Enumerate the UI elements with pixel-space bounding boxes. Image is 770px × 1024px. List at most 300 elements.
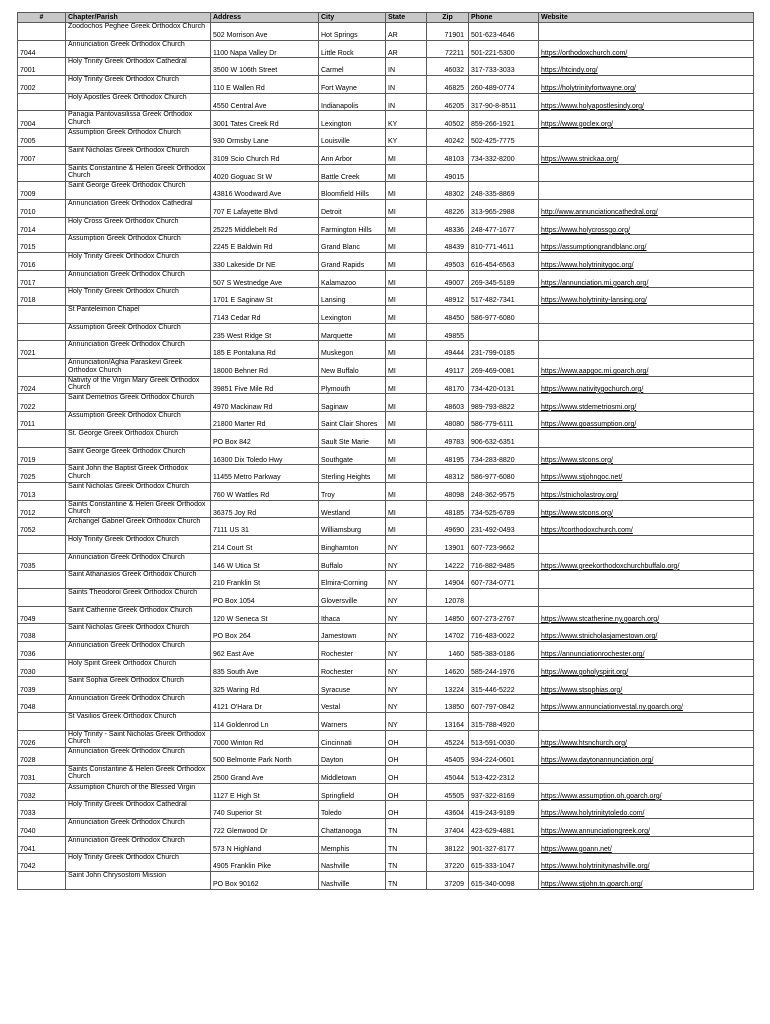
cell-address: 114 Goldenrod Ln <box>211 712 319 730</box>
cell-city: Louisville <box>319 129 386 147</box>
table-row <box>18 872 754 890</box>
website-link[interactable]: https://www.annunciationvestal.ny.goarch.org/ <box>539 695 754 713</box>
cell-website <box>539 306 754 324</box>
website-link[interactable]: https://www.annunciationgreek.org/ <box>539 818 754 836</box>
table-row <box>18 394 754 412</box>
cell-city: Troy <box>319 482 386 500</box>
cell-city: Memphis <box>319 836 386 854</box>
cell-number: 7002 <box>18 76 66 94</box>
cell-chapter-parish: Nativity of the Virgin Mary Greek Orthodox Church <box>66 376 211 394</box>
cell-zip: 37209 <box>427 872 469 890</box>
table-row <box>18 765 754 783</box>
cell-chapter-parish: Saint John the Baptist Greek Orthodox Church <box>66 465 211 483</box>
cell-chapter-parish: Archangel Gabriel Greek Orthodox Church <box>66 518 211 536</box>
cell-zip: 49783 <box>427 429 469 447</box>
header-phone: Phone <box>469 13 539 23</box>
cell-zip: 14620 <box>427 659 469 677</box>
cell-zip: 48450 <box>427 306 469 324</box>
cell-address: 3109 Scio Church Rd <box>211 146 319 164</box>
website-link[interactable]: https://www.daytonannunciation.org/ <box>539 748 754 766</box>
table-row <box>18 111 754 129</box>
cell-city: Lansing <box>319 288 386 306</box>
cell-address: 962 East Ave <box>211 642 319 660</box>
cell-website <box>539 589 754 607</box>
cell-state: OH <box>386 783 427 801</box>
cell-address: 43816 Woodward Ave <box>211 182 319 200</box>
cell-chapter-parish: Annunciation Greek Orthodox Church <box>66 270 211 288</box>
cell-city: Toledo <box>319 801 386 819</box>
website-link[interactable]: https://www.stnicholasjamestown.org/ <box>539 624 754 642</box>
cell-phone: 901-327-8177 <box>469 836 539 854</box>
cell-city: Cincinnati <box>319 730 386 748</box>
cell-chapter-parish: St Vasilios Greek Orthodox Church <box>66 712 211 730</box>
cell-phone: 734-420-0131 <box>469 376 539 394</box>
cell-address: 7143 Cedar Rd <box>211 306 319 324</box>
cell-address: 2500 Grand Ave <box>211 765 319 783</box>
cell-state: MI <box>386 252 427 270</box>
cell-number: 7052 <box>18 518 66 536</box>
table-row <box>18 606 754 624</box>
cell-chapter-parish: Holy Apostles Greek Orthodox Church <box>66 93 211 111</box>
cell-number: 7005 <box>18 129 66 147</box>
cell-phone: 513-591-0030 <box>469 730 539 748</box>
cell-zip: 43604 <box>427 801 469 819</box>
cell-city: New Buffalo <box>319 359 386 377</box>
cell-zip: 45044 <box>427 765 469 783</box>
cell-number: 7018 <box>18 288 66 306</box>
parish-directory-sheet <box>17 12 754 890</box>
table-row <box>18 93 754 111</box>
table-row <box>18 270 754 288</box>
cell-address: 210 Franklin St <box>211 571 319 589</box>
cell-phone: 734-332-8200 <box>469 146 539 164</box>
cell-number: 7042 <box>18 854 66 872</box>
cell-zip: 48103 <box>427 146 469 164</box>
table-row <box>18 429 754 447</box>
table-row <box>18 23 754 41</box>
cell-address: 4905 Franklin Pike <box>211 854 319 872</box>
cell-phone: 315-788-4920 <box>469 712 539 730</box>
cell-zip: 14702 <box>427 624 469 642</box>
website-link[interactable]: https://annunciation.mi.goarch.org/ <box>539 270 754 288</box>
cell-state: MI <box>386 182 427 200</box>
table-row <box>18 518 754 536</box>
cell-website <box>539 129 754 147</box>
website-link[interactable]: https://www.greekorthodoxchurchbuffalo.org/ <box>539 553 754 571</box>
cell-phone: 734-525-6789 <box>469 500 539 518</box>
cell-phone: 810-771-4611 <box>469 235 539 253</box>
website-link[interactable]: https://www.aapgoc.mi.goarch.org/ <box>539 359 754 377</box>
cell-website <box>539 765 754 783</box>
website-link[interactable]: https://www.stcons.org/ <box>539 500 754 518</box>
cell-city: Ithaca <box>319 606 386 624</box>
cell-zip: 13224 <box>427 677 469 695</box>
cell-chapter-parish: Holy Trinity Greek Orthodox Church <box>66 76 211 94</box>
table-row <box>18 40 754 58</box>
cell-chapter-parish: Saint John Chrysostom Mission <box>66 872 211 890</box>
website-link[interactable]: https://www.stcatherine.ny.goarch.org/ <box>539 606 754 624</box>
website-link[interactable]: https://assumptiongrandblanc.org/ <box>539 235 754 253</box>
cell-address: 835 South Ave <box>211 659 319 677</box>
cell-number: 7024 <box>18 376 66 394</box>
cell-chapter-parish: Saints Constantine & Helen Greek Orthodox Church <box>66 164 211 182</box>
cell-chapter-parish: Saints Theodoroi Greek Orthodox Church <box>66 589 211 607</box>
cell-zip: 12078 <box>427 589 469 607</box>
cell-address: 3500 W 106th Street <box>211 58 319 76</box>
cell-phone: 317-733-3033 <box>469 58 539 76</box>
table-row <box>18 553 754 571</box>
table-row <box>18 642 754 660</box>
cell-state: MI <box>386 376 427 394</box>
website-link[interactable]: https://www.stjohn.tn.goarch.org/ <box>539 872 754 890</box>
cell-zip: 14904 <box>427 571 469 589</box>
cell-state: OH <box>386 801 427 819</box>
website-link[interactable]: https://www.stcons.org/ <box>539 447 754 465</box>
cell-city: Nashville <box>319 872 386 890</box>
cell-phone: 260-489-0774 <box>469 76 539 94</box>
cell-number: 7039 <box>18 677 66 695</box>
website-link[interactable]: https://stnicholastroy.org/ <box>539 482 754 500</box>
cell-state: NY <box>386 589 427 607</box>
cell-state: MI <box>386 500 427 518</box>
cell-chapter-parish: Annunciation Greek Orthodox Church <box>66 341 211 359</box>
cell-number: 7028 <box>18 748 66 766</box>
cell-website <box>539 323 754 341</box>
cell-number: 7038 <box>18 624 66 642</box>
cell-address: PO Box 1054 <box>211 589 319 607</box>
cell-city: Detroit <box>319 199 386 217</box>
cell-state: KY <box>386 111 427 129</box>
table-row <box>18 818 754 836</box>
website-link[interactable]: https://www.stjohngoc.net/ <box>539 465 754 483</box>
cell-number: 7016 <box>18 252 66 270</box>
cell-chapter-parish: Annunciation Greek Orthodox Cathedral <box>66 199 211 217</box>
website-link[interactable]: http://www.annunciationcathedral.org/ <box>539 199 754 217</box>
cell-phone: 585-244-1976 <box>469 659 539 677</box>
cell-state: MI <box>386 288 427 306</box>
website-link[interactable]: https://www.htsnchurch.org/ <box>539 730 754 748</box>
cell-state: NY <box>386 642 427 660</box>
table-row <box>18 359 754 377</box>
cell-phone <box>469 589 539 607</box>
cell-zip: 48170 <box>427 376 469 394</box>
cell-website <box>539 182 754 200</box>
cell-state: AR <box>386 40 427 58</box>
cell-chapter-parish: Annunciation Greek Orthodox Church <box>66 642 211 660</box>
cell-state: NY <box>386 606 427 624</box>
cell-phone: 586-977-6080 <box>469 306 539 324</box>
cell-website <box>539 571 754 589</box>
table-row <box>18 465 754 483</box>
table-row <box>18 801 754 819</box>
cell-zip: 71901 <box>427 23 469 41</box>
cell-website <box>539 164 754 182</box>
cell-city: Springfield <box>319 783 386 801</box>
cell-zip: 48336 <box>427 217 469 235</box>
website-link[interactable]: https://www.holytrinity-lansing.org/ <box>539 288 754 306</box>
cell-number: 7022 <box>18 394 66 412</box>
cell-chapter-parish: Saint Nicholas Greek Orthodox Church <box>66 624 211 642</box>
cell-phone: 513-422-2312 <box>469 765 539 783</box>
table-row <box>18 146 754 164</box>
cell-city: Indianapolis <box>319 93 386 111</box>
cell-address: 500 Belmonte Park North <box>211 748 319 766</box>
website-link[interactable]: https://www.holytrinitygoc.org/ <box>539 252 754 270</box>
website-link[interactable]: https://www.holytrinitytoledo.com/ <box>539 801 754 819</box>
cell-state: TN <box>386 818 427 836</box>
website-link[interactable]: https://orthodoxchurch.com/ <box>539 40 754 58</box>
cell-state: MI <box>386 146 427 164</box>
cell-address: 325 Waring Rd <box>211 677 319 695</box>
cell-phone: 586-977-6080 <box>469 465 539 483</box>
table-row <box>18 677 754 695</box>
website-link[interactable]: https://www.goassumption.org/ <box>539 412 754 430</box>
cell-address: 760 W Wattles Rd <box>211 482 319 500</box>
parish-directory-table <box>17 12 754 890</box>
cell-address: 1701 E Saginaw St <box>211 288 319 306</box>
cell-address: 1127 E High St <box>211 783 319 801</box>
cell-number <box>18 589 66 607</box>
website-link[interactable]: https://www.holyapostlesindy.org/ <box>539 93 754 111</box>
cell-zip: 48603 <box>427 394 469 412</box>
cell-chapter-parish: Saint George Greek Orthodox Church <box>66 182 211 200</box>
cell-number: 7010 <box>18 199 66 217</box>
cell-address: 4550 Central Ave <box>211 93 319 111</box>
cell-chapter-parish: Holy Trinity Greek Orthodox Church <box>66 288 211 306</box>
website-link[interactable]: https://www.goclex.org/ <box>539 111 754 129</box>
cell-zip: 72211 <box>427 40 469 58</box>
cell-zip: 40242 <box>427 129 469 147</box>
cell-phone: 607-723-9662 <box>469 535 539 553</box>
cell-zip: 13901 <box>427 535 469 553</box>
cell-zip: 49690 <box>427 518 469 536</box>
cell-zip: 49015 <box>427 164 469 182</box>
cell-phone: 859-266-1921 <box>469 111 539 129</box>
cell-phone <box>469 323 539 341</box>
cell-website <box>539 341 754 359</box>
cell-chapter-parish: Saint Sophia Greek Orthodox Church <box>66 677 211 695</box>
cell-city: Nashville <box>319 854 386 872</box>
website-link[interactable]: https://www.holytrinitynashville.org/ <box>539 854 754 872</box>
website-link[interactable]: https://htcindy.org/ <box>539 58 754 76</box>
cell-chapter-parish: Saint Catherine Greek Orthodox Church <box>66 606 211 624</box>
cell-state: MI <box>386 306 427 324</box>
cell-address: 25225 Middlebelt Rd <box>211 217 319 235</box>
website-link[interactable]: https://holytrinityfortwayne.org/ <box>539 76 754 94</box>
cell-chapter-parish: Annunciation Greek Orthodox Church <box>66 695 211 713</box>
cell-city: Buffalo <box>319 553 386 571</box>
cell-state: MI <box>386 412 427 430</box>
cell-chapter-parish: Holy Spirit Greek Orthodox Church <box>66 659 211 677</box>
website-link[interactable]: https://annunciationrochester.org/ <box>539 642 754 660</box>
cell-phone: 231-799-0185 <box>469 341 539 359</box>
cell-number: 7033 <box>18 801 66 819</box>
cell-address: 722 Glenwood Dr <box>211 818 319 836</box>
cell-state: NY <box>386 677 427 695</box>
cell-phone: 502-425-7775 <box>469 129 539 147</box>
website-link[interactable]: https://www.stsophias.org/ <box>539 677 754 695</box>
header-city: City <box>319 13 386 23</box>
table-row <box>18 624 754 642</box>
cell-chapter-parish: Saint Nicholas Greek Orthodox Church <box>66 146 211 164</box>
header-number: # <box>18 13 66 23</box>
cell-zip: 48302 <box>427 182 469 200</box>
cell-zip: 40502 <box>427 111 469 129</box>
cell-number: 7021 <box>18 341 66 359</box>
cell-state: MI <box>386 217 427 235</box>
cell-number: 7040 <box>18 818 66 836</box>
cell-phone: 906-632-6351 <box>469 429 539 447</box>
cell-city: Rochester <box>319 659 386 677</box>
table-row <box>18 836 754 854</box>
cell-number <box>18 359 66 377</box>
cell-chapter-parish: St. George Greek Orthodox Church <box>66 429 211 447</box>
cell-chapter-parish: Assumption Greek Orthodox Church <box>66 412 211 430</box>
cell-number: 7049 <box>18 606 66 624</box>
cell-number: 7009 <box>18 182 66 200</box>
cell-chapter-parish: Annunciation Greek Orthodox Church <box>66 836 211 854</box>
cell-number <box>18 164 66 182</box>
cell-city: Sterling Heights <box>319 465 386 483</box>
cell-address: 235 West Ridge St <box>211 323 319 341</box>
cell-chapter-parish: Holy Trinity - Saint Nicholas Greek Orthodox Church <box>66 730 211 748</box>
cell-city: Saint Clair Shores <box>319 412 386 430</box>
cell-address: 930 Ormsby Lane <box>211 129 319 147</box>
website-link[interactable]: https://www.goann.net/ <box>539 836 754 854</box>
website-link[interactable]: https://www.nativitygochurch.org/ <box>539 376 754 394</box>
cell-city: Gloversville <box>319 589 386 607</box>
cell-chapter-parish: Saints Constantine & Helen Greek Orthodox Church <box>66 500 211 518</box>
cell-city: Southgate <box>319 447 386 465</box>
website-link[interactable]: https://www.stdemetriosmi.org/ <box>539 394 754 412</box>
website-link[interactable]: https://www.stnickaa.org/ <box>539 146 754 164</box>
cell-zip: 49444 <box>427 341 469 359</box>
cell-zip: 49007 <box>427 270 469 288</box>
cell-state: MI <box>386 465 427 483</box>
cell-zip: 48098 <box>427 482 469 500</box>
cell-address: 502 Morrison Ave <box>211 23 319 41</box>
cell-number: 7014 <box>18 217 66 235</box>
cell-state: AR <box>386 23 427 41</box>
cell-website <box>539 23 754 41</box>
cell-address: 573 N Highland <box>211 836 319 854</box>
cell-state: MI <box>386 270 427 288</box>
cell-phone: 517-482-7341 <box>469 288 539 306</box>
table-row <box>18 217 754 235</box>
cell-address: PO Box 842 <box>211 429 319 447</box>
cell-state: MI <box>386 518 427 536</box>
header-address: Address <box>211 13 319 23</box>
cell-address: 21800 Marter Rd <box>211 412 319 430</box>
cell-state: MI <box>386 199 427 217</box>
table-row <box>18 589 754 607</box>
cell-state: MI <box>386 323 427 341</box>
cell-chapter-parish: Holy Trinity Greek Orthodox Cathedral <box>66 58 211 76</box>
cell-state: MI <box>386 359 427 377</box>
table-row <box>18 235 754 253</box>
cell-phone: 734-283-8820 <box>469 447 539 465</box>
header-chapter-parish: Chapter/Parish <box>66 13 211 23</box>
cell-state: MI <box>386 429 427 447</box>
cell-phone: 269-469-0081 <box>469 359 539 377</box>
cell-state: MI <box>386 394 427 412</box>
table-row <box>18 76 754 94</box>
cell-phone: 615-340-0098 <box>469 872 539 890</box>
cell-zip: 14850 <box>427 606 469 624</box>
cell-chapter-parish: Holy Trinity Greek Orthodox Church <box>66 535 211 553</box>
cell-state: TN <box>386 872 427 890</box>
cell-state: NY <box>386 659 427 677</box>
cell-state: IN <box>386 93 427 111</box>
cell-phone: 607-273-2767 <box>469 606 539 624</box>
website-link[interactable]: https://tcorthodoxchurch.com/ <box>539 518 754 536</box>
cell-zip: 13164 <box>427 712 469 730</box>
cell-zip: 49117 <box>427 359 469 377</box>
cell-zip: 14222 <box>427 553 469 571</box>
cell-number: 7048 <box>18 695 66 713</box>
cell-address: 185 E Pontaluna Rd <box>211 341 319 359</box>
table-row <box>18 252 754 270</box>
cell-state: NY <box>386 695 427 713</box>
cell-state: MI <box>386 235 427 253</box>
cell-state: TN <box>386 836 427 854</box>
cell-number: 7036 <box>18 642 66 660</box>
table-row <box>18 323 754 341</box>
cell-city: Binghamton <box>319 535 386 553</box>
table-row <box>18 659 754 677</box>
cell-zip: 46205 <box>427 93 469 111</box>
cell-city: Westland <box>319 500 386 518</box>
table-row <box>18 306 754 324</box>
cell-city: Syracuse <box>319 677 386 695</box>
cell-city: Vestal <box>319 695 386 713</box>
cell-address: 4121 O'Hara Dr <box>211 695 319 713</box>
cell-city: Battle Creek <box>319 164 386 182</box>
cell-zip: 45405 <box>427 748 469 766</box>
cell-state: NY <box>386 624 427 642</box>
table-row <box>18 288 754 306</box>
cell-address: 707 E Lafayette Blvd <box>211 199 319 217</box>
cell-zip: 45505 <box>427 783 469 801</box>
cell-phone: 585-383-0186 <box>469 642 539 660</box>
website-link[interactable]: https://www.assumption.oh.goarch.org/ <box>539 783 754 801</box>
table-row <box>18 58 754 76</box>
cell-state: OH <box>386 748 427 766</box>
cell-chapter-parish: Assumption Church of the Blessed Virgin <box>66 783 211 801</box>
cell-city: Jamestown <box>319 624 386 642</box>
cell-number <box>18 93 66 111</box>
cell-state: MI <box>386 447 427 465</box>
cell-number <box>18 323 66 341</box>
cell-state: MI <box>386 482 427 500</box>
cell-address: 7111 US 31 <box>211 518 319 536</box>
cell-address: 330 Lakeside Dr NE <box>211 252 319 270</box>
website-link[interactable]: https://www.goholyspirit.org/ <box>539 659 754 677</box>
cell-chapter-parish: Saint George Greek Orthodox Church <box>66 447 211 465</box>
table-row <box>18 199 754 217</box>
cell-city: Farmington Hills <box>319 217 386 235</box>
table-row <box>18 730 754 748</box>
cell-chapter-parish: Saint Demetrios Greek Orthodox Church <box>66 394 211 412</box>
cell-city: Little Rock <box>319 40 386 58</box>
cell-number: 7011 <box>18 412 66 430</box>
cell-number <box>18 571 66 589</box>
cell-state: OH <box>386 765 427 783</box>
website-link[interactable]: https://www.holycrossgo.org/ <box>539 217 754 235</box>
table-row <box>18 748 754 766</box>
table-row <box>18 571 754 589</box>
cell-chapter-parish: Zoodochos Peghee Greek Orthodox Church <box>66 23 211 41</box>
